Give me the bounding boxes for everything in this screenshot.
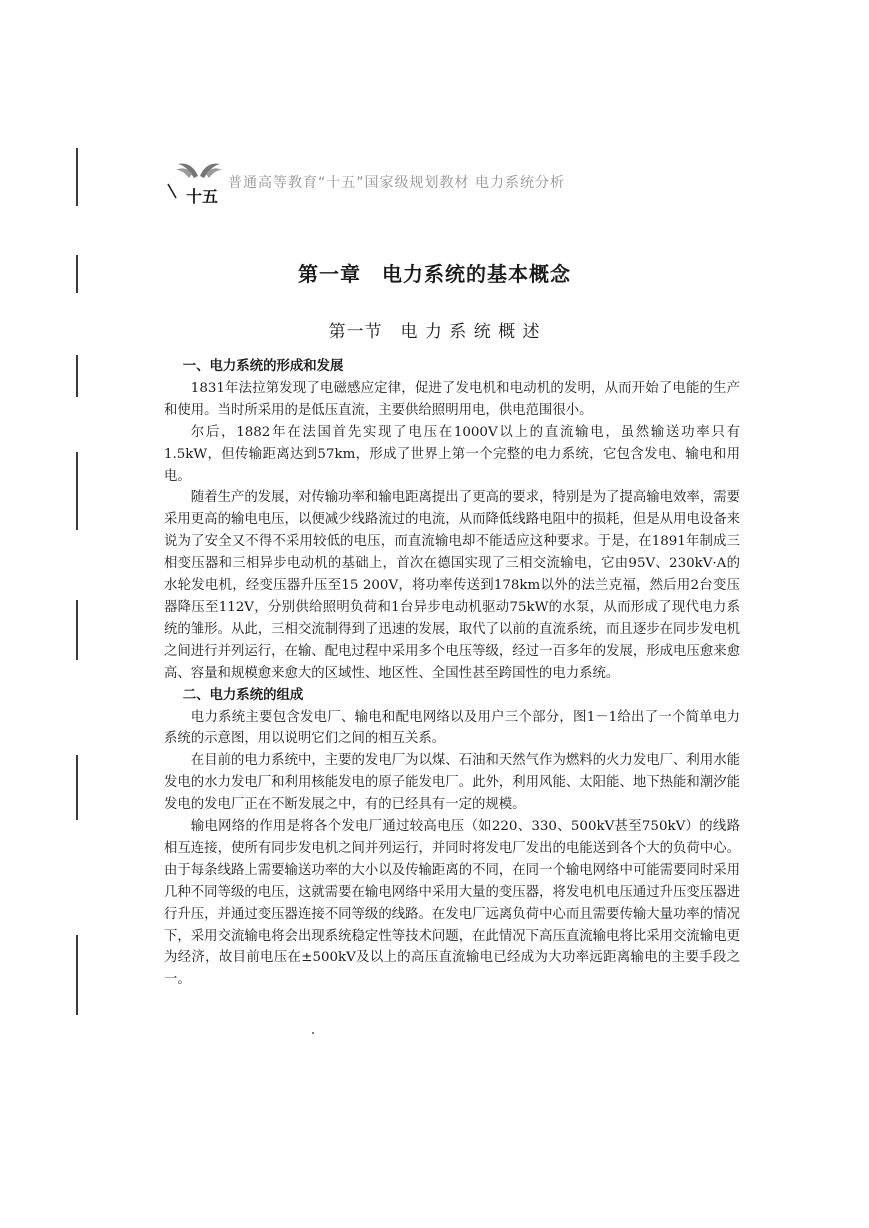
paragraph: 电力系统主要包含发电厂、输电和配电网络以及用户三个部分，图1－1给出了一个简单电力系统的示意图，用以说明它们之间的相互关系。: [164, 709, 740, 747]
subsection-heading: 一、电力系统的形成和发展: [182, 359, 344, 374]
paragraph: 随着生产的发展，对传输功率和输电距离提出了更高的要求，特别是为了提高输电效率，需要采用更高的输电电压，以便减少线路流过的电流，从而降低线路电阻中的损耗，但是从用电设备来说为了安全又不得不采用较低的电压，而直流输电却不能适应这种要求。于是，在1891年制成三相变压器和三相异步电动机的基础上，首次在德国实现了三相交流输电，它由95V、230kV·A的水轮发电机，经变压器升压至15 200V，将功率传送到178km以外的法兰克福，然后用2台变压器降压至112V，分别供给照明负荷和1台异步电动机驱动75kW的水泵，从而形成了现代电力系统的雏形。从此，三相交流制得到了迅速的发展，取代了以前的直流系统，而且逐步在同步发电机之间进行并列运行，在输、配电过程中采用多个电压等级，经过一百多年的发展，形成电压愈来愈高、容量和规模愈来愈大的区域性、地区性、全国性甚至跨国性的电力系统。: [164, 490, 740, 681]
section-title: 第一节 电 力 系 统 概 述: [328, 322, 541, 342]
paragraph: 尔后，1882年在法国首先实现了电压在1000V以上的直流输电，虽然输送功率只有1.5kW，但传输距离达到57km，形成了世界上第一个完整的电力系统，它包含发电、输电和用电。: [164, 424, 740, 484]
scan-edge-mark: [76, 355, 78, 397]
scan-edge-mark: [76, 600, 78, 660]
subsection-heading: 二、电力系统的组成: [182, 687, 304, 703]
scan-edge-mark: [76, 935, 78, 1015]
scan-speck: [312, 1032, 314, 1034]
series-logo-icon: [164, 158, 234, 208]
scan-edge-mark: [76, 755, 78, 820]
scan-edge-mark: [76, 452, 78, 530]
scan-edge-mark: [76, 148, 78, 206]
paragraph: 1831年法拉第发现了电磁感应定律，促进了发电机和电动机的发明，从而开始了电能的生产和使用。当时所采用的是低压直流，主要供给照明用电，供电范围很小。: [164, 380, 740, 418]
series-title: 普通高等教育“十五”国家级规划教材 电力系统分析: [228, 175, 565, 191]
body-text: [164, 356, 740, 991]
paragraph: 输电网络的作用是将各个发电厂通过较高电压（如220、330、500kV甚至750kV）的线路相互连接，使所有同步发电机之间并列运行，并同时将发电厂发出的电能送到各个大的负荷中心。由于每条线路上需要输送功率的大小以及传输距离的不同，在同一个输电网络中可能需要同时采用几种不同等级的电压，这就需要在输电网络中采用大量的变压器，将发电机电压通过升压变压器进行升压，并通过变压器连接不同等级的线路。在发电厂远离负荷中心而且需要传输大量功率的情况下，采用交流输电将会出现系统稳定性等技术问题，在此情况下高压直流输电将比采用交流输电更为经济，故目前电压在±500kV及以上的高压直流输电已经成为大功率远距离输电的主要手段之一。: [164, 819, 740, 988]
paragraph: 在目前的电力系统中，主要的发电厂为以煤、石油和天然气作为燃料的火力发电厂、利用水能发电的水力发电厂和利用核能发电的原子能发电厂。此外，利用风能、太阳能、地下热能和潮汐能发电的发电厂正在不断发展之中，有的已经具有一定的规模。: [164, 753, 740, 813]
chapter-title: 第一章 电力系统的基本概念: [298, 262, 571, 286]
logo-text: 十五: [186, 187, 219, 206]
running-header: [150, 150, 670, 210]
